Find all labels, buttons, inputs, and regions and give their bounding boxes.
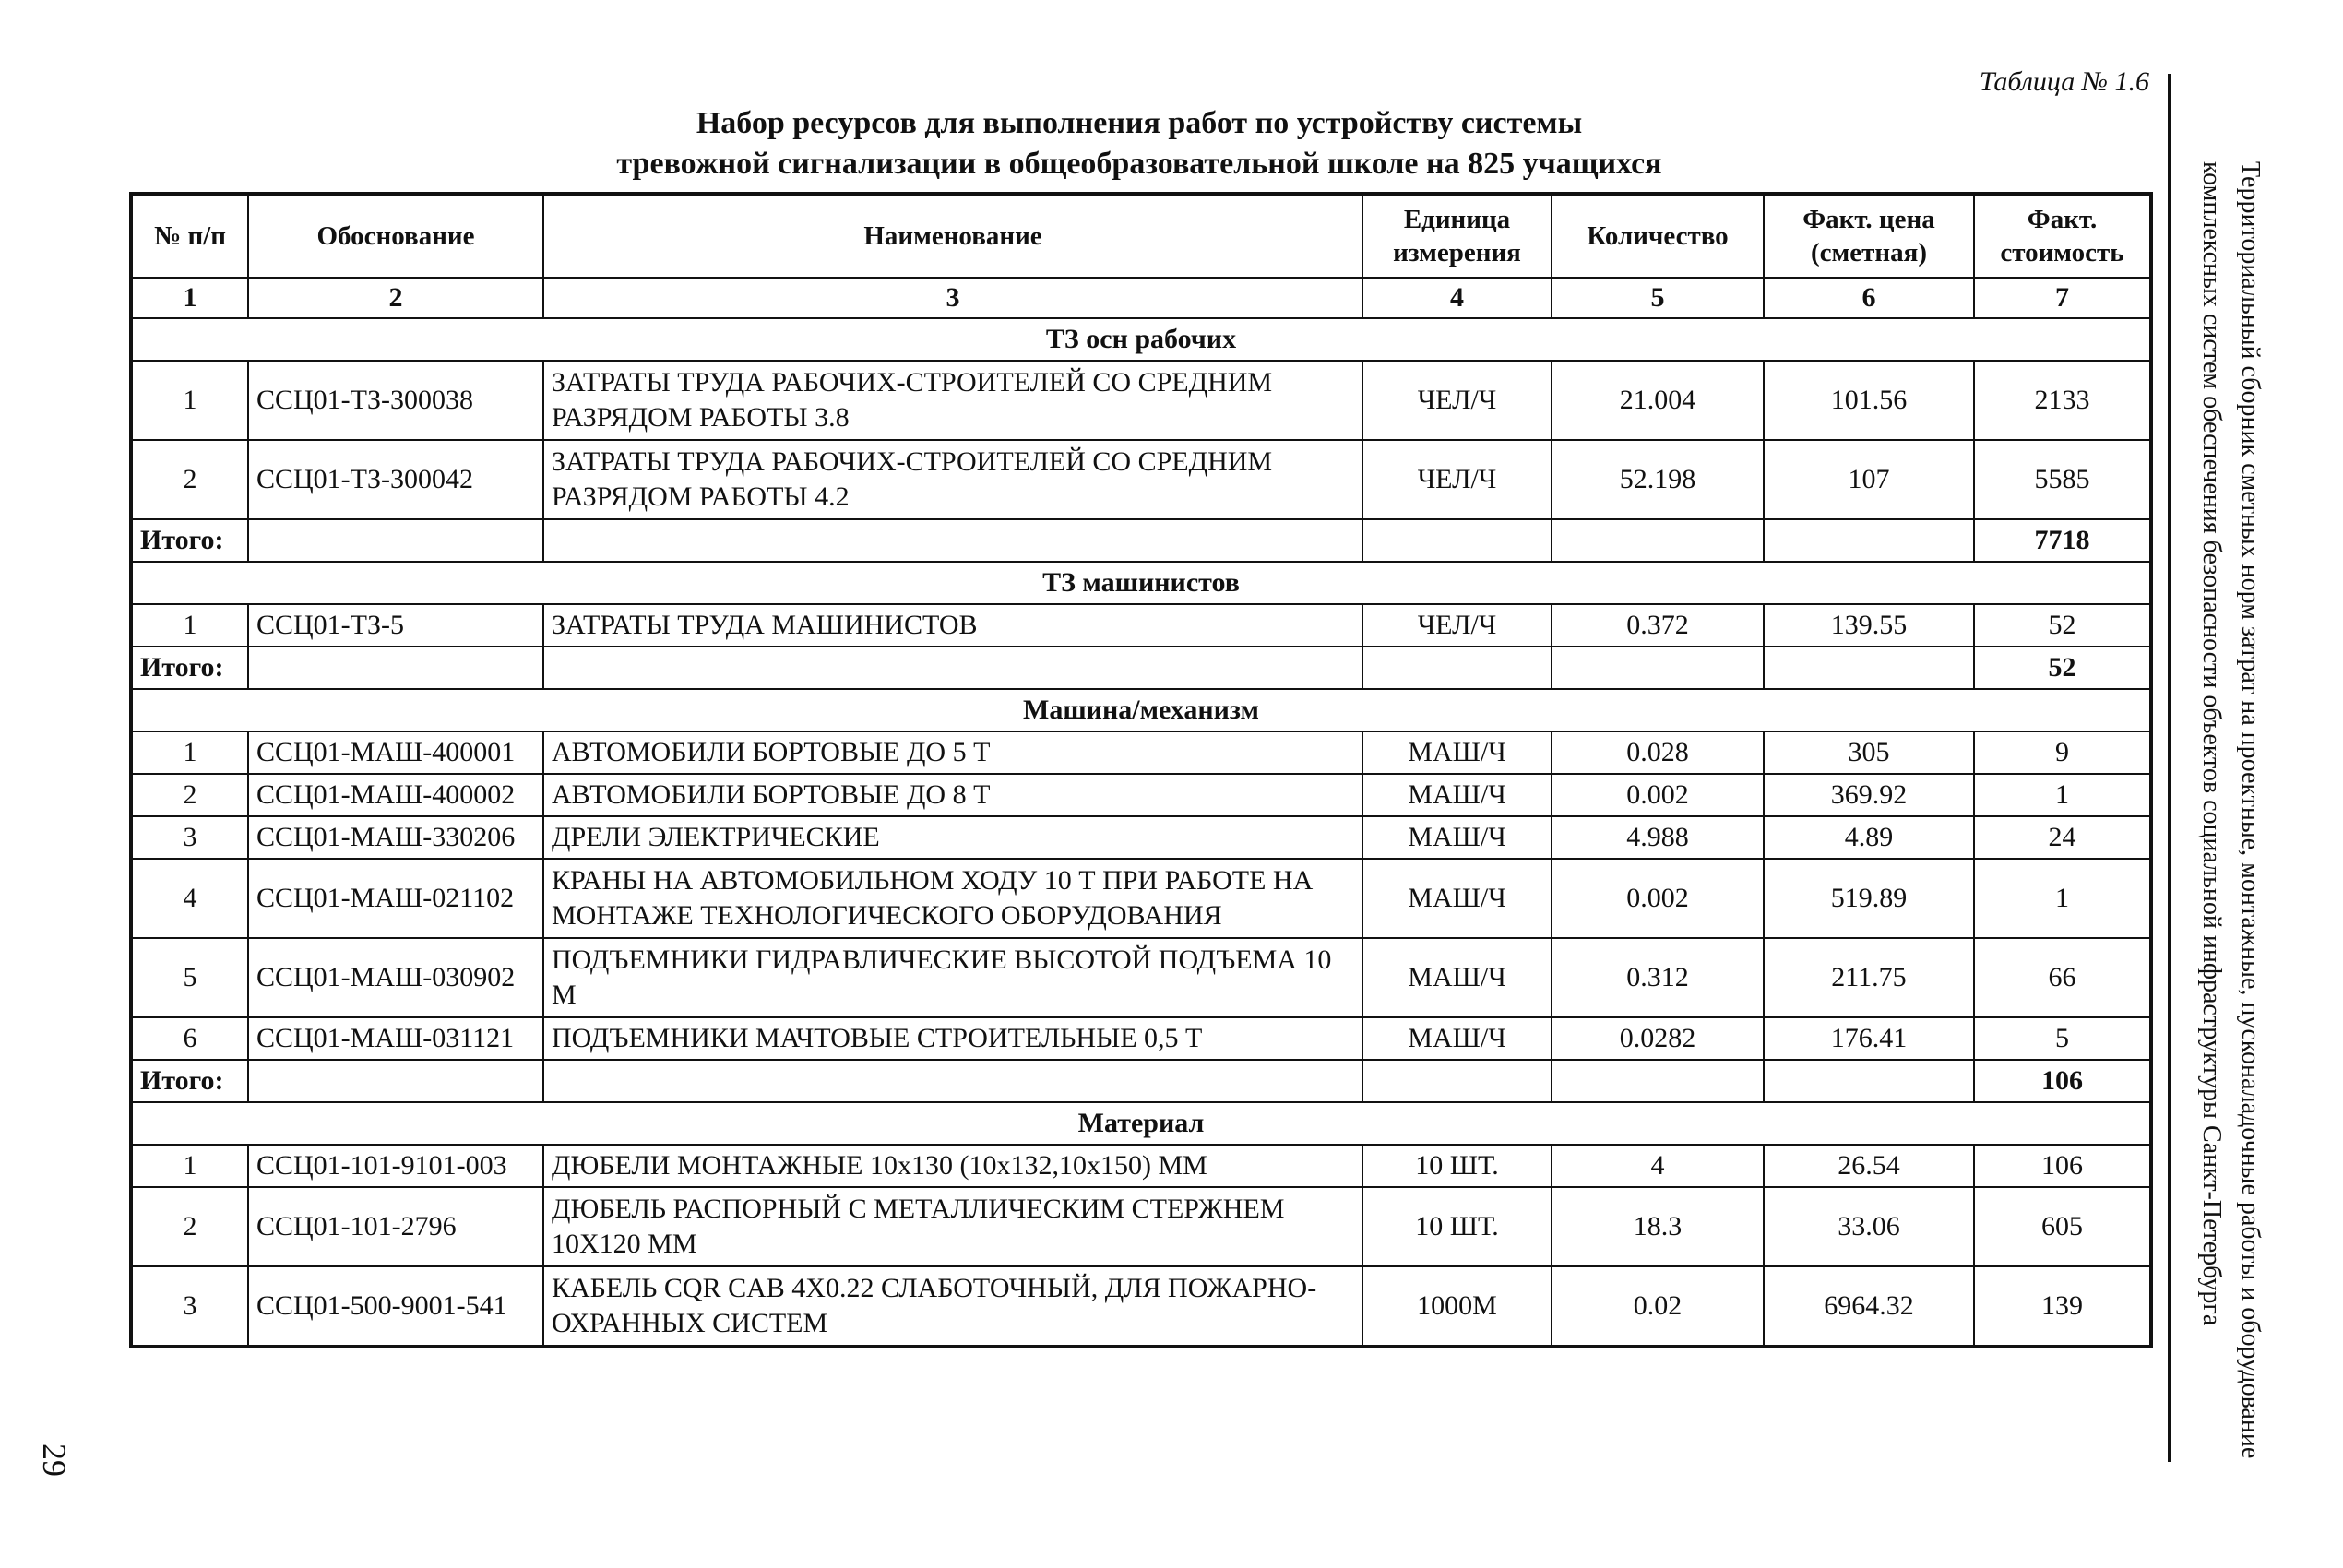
cell-num: 4	[131, 859, 248, 938]
cell-unit: МАШ/Ч	[1362, 859, 1552, 938]
cell-num: 1	[131, 731, 248, 774]
total-row-machines	[131, 1060, 2151, 1102]
cell-price: 139.55	[1764, 604, 1974, 647]
cell-name: КРАНЫ НА АВТОМОБИЛЬНОМ ХОДУ 10 Т ПРИ РАБОТЕ НА МОНТАЖЕ ТЕХНОЛОГИЧЕСКОГО ОБОРУДОВАНИЯ	[543, 859, 1362, 938]
cell-unit: МАШ/Ч	[1362, 816, 1552, 859]
cell-name: ПОДЪЕМНИКИ МАЧТОВЫЕ СТРОИТЕЛЬНЫЕ 0,5 Т	[543, 1017, 1362, 1060]
cell-unit: 1000М	[1362, 1266, 1552, 1347]
cell-num: 2	[131, 774, 248, 816]
table-row	[131, 1145, 2151, 1187]
cell-price: 211.75	[1764, 938, 1974, 1017]
cell-unit: 10 ШТ.	[1362, 1145, 1552, 1187]
cell-code: ССЦ01-500-9001-541	[248, 1266, 543, 1347]
cell-name: ЗАТРАТЫ ТРУДА РАБОЧИХ-СТРОИТЕЛЕЙ СО СРЕДНИМ РАЗРЯДОМ РАБОТЫ 4.2	[543, 440, 1362, 519]
table-row	[131, 774, 2151, 816]
total-label: Итого:	[131, 519, 248, 562]
cell-qty: 0.312	[1552, 938, 1764, 1017]
header-cost: Факт. стоимость	[1974, 194, 2151, 278]
cell-price: 101.56	[1764, 361, 1974, 440]
cell-name: КАБЕЛЬ CQR CAB 4X0.22 СЛАБОТОЧНЫЙ, ДЛЯ ПОЖАРНО-ОХРАННЫХ СИСТЕМ	[543, 1266, 1362, 1347]
cell-price: 6964.32	[1764, 1266, 1974, 1347]
cell-qty: 0.028	[1552, 731, 1764, 774]
section-header-materials	[131, 1102, 2151, 1145]
header-qty: Количество	[1552, 194, 1764, 278]
column-number: 3	[543, 278, 1362, 318]
cell-name: ДРЕЛИ ЭЛЕКТРИЧЕСКИЕ	[543, 816, 1362, 859]
cell-num: 5	[131, 938, 248, 1017]
running-header-line-2: комплексных систем обеспечения безопасности объектов социальной инфраструктуры Санкт-Петербурга	[2197, 161, 2226, 1326]
title-line-1: Набор ресурсов для выполнения работ по устройству системы	[696, 106, 1583, 140]
table-row	[131, 1017, 2151, 1060]
cell-cost: 5585	[1974, 440, 2151, 519]
header-basis: Обоснование	[248, 194, 543, 278]
total-row-operators	[131, 647, 2151, 689]
cell-code: ССЦ01-МАШ-330206	[248, 816, 543, 859]
cell-cost: 24	[1974, 816, 2151, 859]
cell-qty: 0.02	[1552, 1266, 1764, 1347]
cell-num: 2	[131, 1187, 248, 1266]
cell-unit: МАШ/Ч	[1362, 731, 1552, 774]
cell-price: 33.06	[1764, 1187, 1974, 1266]
cell-code: ССЦ01-МАШ-400002	[248, 774, 543, 816]
table-row	[131, 361, 2151, 440]
cell-unit: МАШ/Ч	[1362, 774, 1552, 816]
cell-code: ССЦ01-МАШ-021102	[248, 859, 543, 938]
column-number: 5	[1552, 278, 1764, 318]
header-row	[131, 194, 2151, 278]
cell-cost: 5	[1974, 1017, 2151, 1060]
cell-name: АВТОМОБИЛИ БОРТОВЫЕ ДО 5 Т	[543, 731, 1362, 774]
title-line-2: тревожной сигнализации в общеобразовательной школе на 825 учащихся	[616, 147, 1662, 181]
section-header-machines	[131, 689, 2151, 731]
total-value: 52	[1974, 647, 2151, 689]
cell-code: ССЦ01-ТЗ-300038	[248, 361, 543, 440]
cell-unit: ЧЕЛ/Ч	[1362, 361, 1552, 440]
cell-name: АВТОМОБИЛИ БОРТОВЫЕ ДО 8 Т	[543, 774, 1362, 816]
cell-price: 26.54	[1764, 1145, 1974, 1187]
column-number: 7	[1974, 278, 2151, 318]
cell-name: ЗАТРАТЫ ТРУДА МАШИНИСТОВ	[543, 604, 1362, 647]
cell-name: ЗАТРАТЫ ТРУДА РАБОЧИХ-СТРОИТЕЛЕЙ СО СРЕДНИМ РАЗРЯДОМ РАБОТЫ 3.8	[543, 361, 1362, 440]
cell-name: ДЮБЕЛЬ РАСПОРНЫЙ С МЕТАЛЛИЧЕСКИМ СТЕРЖНЕМ 10Х120 ММ	[543, 1187, 1362, 1266]
section-title: Машина/механизм	[131, 689, 2151, 731]
cell-unit: 10 ШТ.	[1362, 1187, 1552, 1266]
page-number: 29	[36, 1443, 73, 1477]
cell-num: 1	[131, 1145, 248, 1187]
table-row	[131, 731, 2151, 774]
header-num: № п/п	[131, 194, 248, 278]
cell-cost: 1	[1974, 859, 2151, 938]
cell-cost: 66	[1974, 938, 2151, 1017]
cell-code: ССЦ01-МАШ-031121	[248, 1017, 543, 1060]
cell-cost: 52	[1974, 604, 2151, 647]
cell-cost: 605	[1974, 1187, 2151, 1266]
column-number: 6	[1764, 278, 1974, 318]
cell-qty: 0.0282	[1552, 1017, 1764, 1060]
header-name: Наименование	[543, 194, 1362, 278]
cell-code: ССЦ01-ТЗ-5	[248, 604, 543, 647]
cell-unit: МАШ/Ч	[1362, 1017, 1552, 1060]
cell-qty: 4	[1552, 1145, 1764, 1187]
cell-num: 3	[131, 1266, 248, 1347]
cell-num: 6	[131, 1017, 248, 1060]
cell-cost: 139	[1974, 1266, 2151, 1347]
cell-cost: 2133	[1974, 361, 2151, 440]
running-header	[2186, 161, 2269, 1462]
cell-cost: 1	[1974, 774, 2151, 816]
column-number-row	[131, 278, 2151, 318]
cell-unit: ЧЕЛ/Ч	[1362, 440, 1552, 519]
column-number: 4	[1362, 278, 1552, 318]
total-value: 106	[1974, 1060, 2151, 1102]
cell-qty: 0.002	[1552, 859, 1764, 938]
table-number: Таблица № 1.6	[1979, 66, 2149, 97]
table-row	[131, 1187, 2151, 1266]
header-unit: Единица измерения	[1362, 194, 1552, 278]
section-header-operators	[131, 562, 2151, 604]
cell-unit: МАШ/Ч	[1362, 938, 1552, 1017]
cell-qty: 18.3	[1552, 1187, 1764, 1266]
cell-price: 369.92	[1764, 774, 1974, 816]
column-number: 1	[131, 278, 248, 318]
cell-code: ССЦ01-ТЗ-300042	[248, 440, 543, 519]
cell-price: 4.89	[1764, 816, 1974, 859]
cell-qty: 4.988	[1552, 816, 1764, 859]
cell-num: 1	[131, 361, 248, 440]
cell-qty: 0.002	[1552, 774, 1764, 816]
section-header-workers	[131, 318, 2151, 361]
total-label: Итого:	[131, 647, 248, 689]
table-row	[131, 604, 2151, 647]
side-rule	[2168, 74, 2171, 1462]
cell-name: ПОДЪЕМНИКИ ГИДРАВЛИЧЕСКИЕ ВЫСОТОЙ ПОДЪЕМА 10 М	[543, 938, 1362, 1017]
cell-code: ССЦ01-МАШ-030902	[248, 938, 543, 1017]
section-title: Материал	[131, 1102, 2151, 1145]
cell-qty: 52.198	[1552, 440, 1764, 519]
cell-cost: 9	[1974, 731, 2151, 774]
cell-num: 2	[131, 440, 248, 519]
cell-price: 519.89	[1764, 859, 1974, 938]
table-row	[131, 1266, 2151, 1347]
column-number: 2	[248, 278, 543, 318]
section-title: ТЗ машинистов	[131, 562, 2151, 604]
cell-num: 1	[131, 604, 248, 647]
cell-qty: 0.372	[1552, 604, 1764, 647]
cell-code: ССЦ01-101-2796	[248, 1187, 543, 1266]
table-row	[131, 859, 2151, 938]
running-header-line-1: Территориальный сборник сметных норм затрат на проектные, монтажные, пусконаладочные работы и оборудование	[2236, 161, 2265, 1459]
table-row	[131, 816, 2151, 859]
total-row-workers	[131, 519, 2151, 562]
cell-price: 305	[1764, 731, 1974, 774]
cell-num: 3	[131, 816, 248, 859]
table-row	[131, 440, 2151, 519]
document-title	[129, 103, 2149, 184]
cell-cost: 106	[1974, 1145, 2151, 1187]
cell-unit: ЧЕЛ/Ч	[1362, 604, 1552, 647]
header-price: Факт. цена (сметная)	[1764, 194, 1974, 278]
section-title: ТЗ осн рабочих	[131, 318, 2151, 361]
cell-price: 176.41	[1764, 1017, 1974, 1060]
total-label: Итого:	[131, 1060, 248, 1102]
cell-qty: 21.004	[1552, 361, 1764, 440]
resource-table	[129, 192, 2153, 1348]
cell-price: 107	[1764, 440, 1974, 519]
table-row	[131, 938, 2151, 1017]
cell-code: ССЦ01-101-9101-003	[248, 1145, 543, 1187]
total-value: 7718	[1974, 519, 2151, 562]
cell-code: ССЦ01-МАШ-400001	[248, 731, 543, 774]
cell-name: ДЮБЕЛИ МОНТАЖНЫЕ 10х130 (10х132,10х150) ММ	[543, 1145, 1362, 1187]
